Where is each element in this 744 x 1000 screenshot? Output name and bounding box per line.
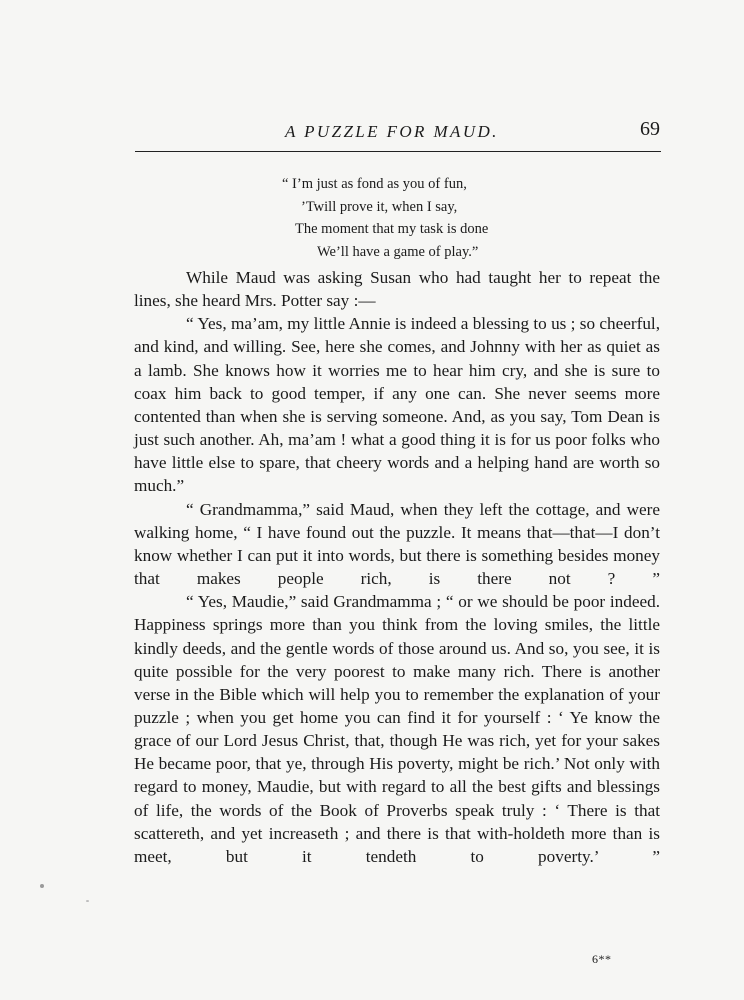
printer-signature: 6** [592, 952, 612, 966]
paper-speck [86, 900, 89, 902]
verse-line: We’ll have a game of play.” [317, 243, 479, 260]
paragraph: “ Grandmamma,” said Maud, when they left the cottage, and were walking home, “ I have found out the puzzle. It means that—that—I don’t know whether I can put it into words, but there is something besides money that makes people rich, is there not ? ” [134, 499, 660, 589]
header-rule [135, 151, 661, 152]
paragraph: “ Yes, Maudie,” said Grandmamma ; “ or we should be poor indeed. Happiness springs more than you think from the loving smiles, the little kindly deeds, and the gentle words of those around us. And so, you see, it is quite possible for the very poorest to make many rich. There is another verse in the Bible which will help you to remember the explanation of your puzzle ; when you get home you can find it for yourself : ‘ Ye know the grace of our Lord Jesus Christ, that, though He was rich, yet for your sakes He became poor, that ye, through His poverty, might be rich.’ Not only with regard to money, Maudie, but with regard to all the best gifts and blessings of life, the words of the Book of Proverbs speak truly : ‘ There is that scattereth, and yet increaseth ; and there is that with-holdeth more than is meet, but it tendeth to poverty.’ ” [134, 592, 660, 866]
verse-line: ’Twill prove it, when I say, [301, 198, 458, 215]
running-head [135, 118, 660, 148]
verse-line: “ I’m just as fond as you of fun, [282, 176, 467, 192]
verse-block [270, 173, 550, 263]
verse-line: The moment that my task is done [295, 221, 489, 237]
paragraph: “ Yes, ma’am, my little Annie is indeed a blessing to us ; so cheerful, and kind, and willing. See, here she comes, and Johnny with her as quiet as a lamb. She knows how it worries me to hear him cry, and she is sure to coax him back to good temper, if any one can. She never seems more contented than when she is serving someone. And, as you say, Tom Dean is just such another. Ah, ma’am ! what a good thing it is for us poor folks who have little else to spare, that cheery words and a helping hand are worth so much.” [134, 314, 660, 496]
body-text [134, 266, 660, 868]
paper-speck [40, 884, 44, 888]
page-number: 69 [640, 118, 660, 140]
running-title: A PUZZLE FOR MAUD. [285, 122, 499, 141]
paragraph: While Maud was asking Susan who had taught her to repeat the lines, she heard Mrs. Potter say :— [134, 268, 660, 311]
